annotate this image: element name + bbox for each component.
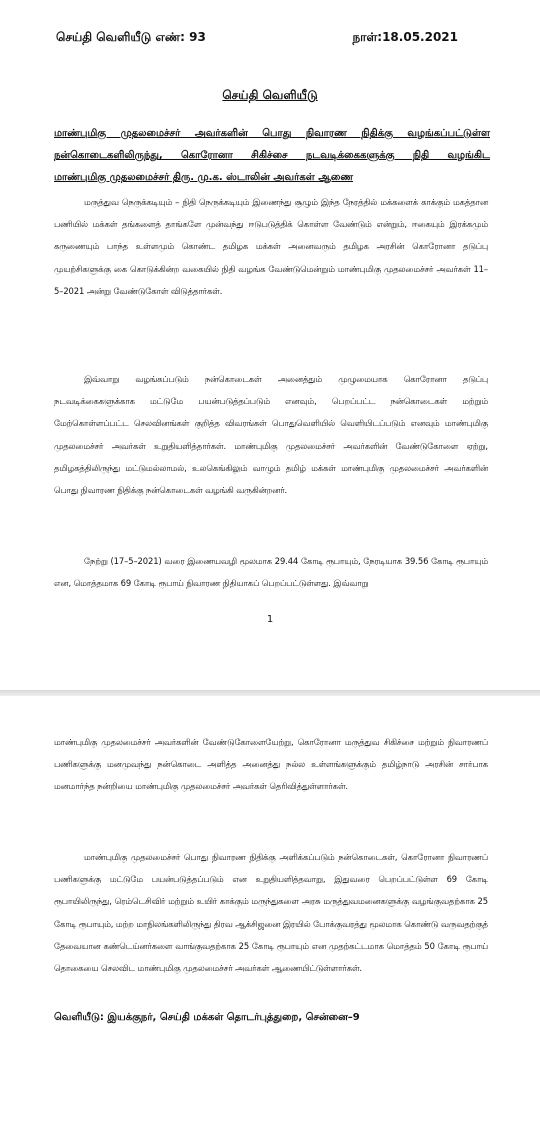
paragraph-4: மாண்புமிகு முதலமைச்சர் அவர்களின் வேண்டுகோளையேற்று, கொரோனா மருத்துவ சிகிச்சை மற்றும் நிவாரணப் பணிகளுக்கு மனமுவந்து நன்கொடை அளித்த அனைத்து நல்ல உள்ளங்களுக்கும் தமிழ்நாடு அரசின் சார்பாக மனமார்ந்த நன்றியை மாண்புமிகு முதலமைச்சர் அவர்கள் தெரிவித்துள்ளார்கள்.: [54, 737, 488, 792]
document-page-2: [0, 696, 540, 1126]
paragraph-2: இவ்வாறு வழங்கப்படும் நன்கொடைகள் அனைத்தும் முழுமையாக கொரோனா தடுப்பு நடவடிக்கைகளுக்காக மட்டுமே பயன்படுத்தப்படும் எனவும், பெறப்பட்ட நன்கொடைகள் மற்றும் மேற்கொள்ளப்பட்ட செலவினங்கள் குறித்த விவரங்கள் பொதுவெளியில் வெளியிடப்படும் எனவும் மாண்புமிகு முதலமைச்சர் அவர்கள் உறுதியளித்தார்கள். மாண்புமிகு முதலமைச்சர் அவர்களின் வேண்டுகோளை ஏற்று, தமிழகத்திலிருந்து மட்டுமல்லாமல், உலகெங்கிலும் வாழும் தமிழ் மக்கள் மாண்புமிகு முதலமைச்சர் அவர்களின் பொது நிவாரண நிதிக்கு நன்கொடைகள் வழங்கி வருகின்றனர்.: [54, 374, 488, 496]
document-title: செய்தி வெளியீடு: [222, 88, 318, 102]
paragraph-5: மாண்புமிகு முதலமைச்சர் பொது நிவாரண நிதிக்கு அளிக்கப்படும் நன்கொடைகள், கொரோனா நிவாரணப் பணிகளுக்கு மட்டுமே பயன்படுத்தப்படும் என உறுதியளித்தவாறு, இதுவரை பெறப்பட்டுள்ள 69 கோடி ரூபாயிலிருந்து, ரெம்டெசிவிர் மற்றும் உயிர் காக்கும் மருந்துகளை அரசு மருத்துவமனைகளுக்கு வழங்குவதற்காக 25 கோடி ரூபாயும், மற்ற மாநிலங்களிலிருந்து திரவ ஆக்சிஜனை இரயில் போக்குவரத்து மூலமாக கொண்டு வருவதற்குத் தேவையான கண்டெய்னர்களை வாங்குவதற்காக 25 கோடி ரூபாயும் என முதற்கட்டமாக மொத்தம் 50 கோடி ரூபாய் தொகையை செலவிட மாண்புமிகு முதலமைச்சர் அவர்கள் ஆணையிட்டுள்ளார்கள்.: [54, 852, 488, 974]
issuer-footer: வெளியீடு: இயக்குநர், செய்தி மக்கள் தொடர்புத்துறை, சென்னை–9: [54, 1012, 360, 1023]
release-date: நாள்:18.05.2021: [352, 30, 458, 44]
subject-line-2: நன்கொடைகளிலிருந்து, கொரோனா சிகிச்சை நடவடிக்கைகளுக்கு நிதி வழங்கிட: [54, 150, 490, 161]
subject-heading: [54, 123, 490, 189]
page-number: 1: [266, 614, 274, 625]
header-row: [56, 30, 458, 46]
paragraph-1: மருத்துவ நெருக்கடியும் – நிதி நெருக்கடியும் இணைந்து சூழும் இந்த நேரத்தில் மக்களைக் காக்கும் மகத்தான பணியில் மக்கள் தங்களைத் தாங்களே முன்வந்து ஈடுபடுத்திக் கொள்ள வேண்டும் என்றும், ஈகையும் இரக்கமும் கருணையும் பாந்த உள்ளமும் கொண்ட தமிழக மக்கள் அனைவரும் தமிழக அரசின் கொரோனா தடுப்பு முயற்சிகளுக்கு கை கொடுக்கின்ற வகையில் நிதி வழங்க வேண்டுமென்றும் மாண்புமிகு முதலமைச்சர் அவர்கள் 11–5–2021 அன்று வேண்டுகோள் விடுத்தார்கள்.: [54, 197, 488, 296]
subject-line-3: மாண்புமிகு முதலமைச்சர் திரு. மு.க. ஸ்டாலின் அவர்கள் ஆணை: [54, 172, 354, 183]
paragraph-3: நேற்று (17–5–2021) வரை இணையவழி மூலமாக 29.44 கோடி ரூபாயும், நேரடியாக 39.56 கோடி ரூபாயும் என, மொத்தமாக 69 கோடி ரூபாய் நிவாரண நிதியாகப் பெறப்பட்டுள்ளது. இவ்வாறு: [54, 556, 488, 589]
release-number: செய்தி வெளியீடு எண்: 93: [56, 30, 206, 44]
subject-line-1: மாண்புமிகு முதலமைச்சர் அவர்களின் பொது நிவாரண நிதிக்கு வழங்கப்பட்டுள்ள: [54, 128, 490, 139]
